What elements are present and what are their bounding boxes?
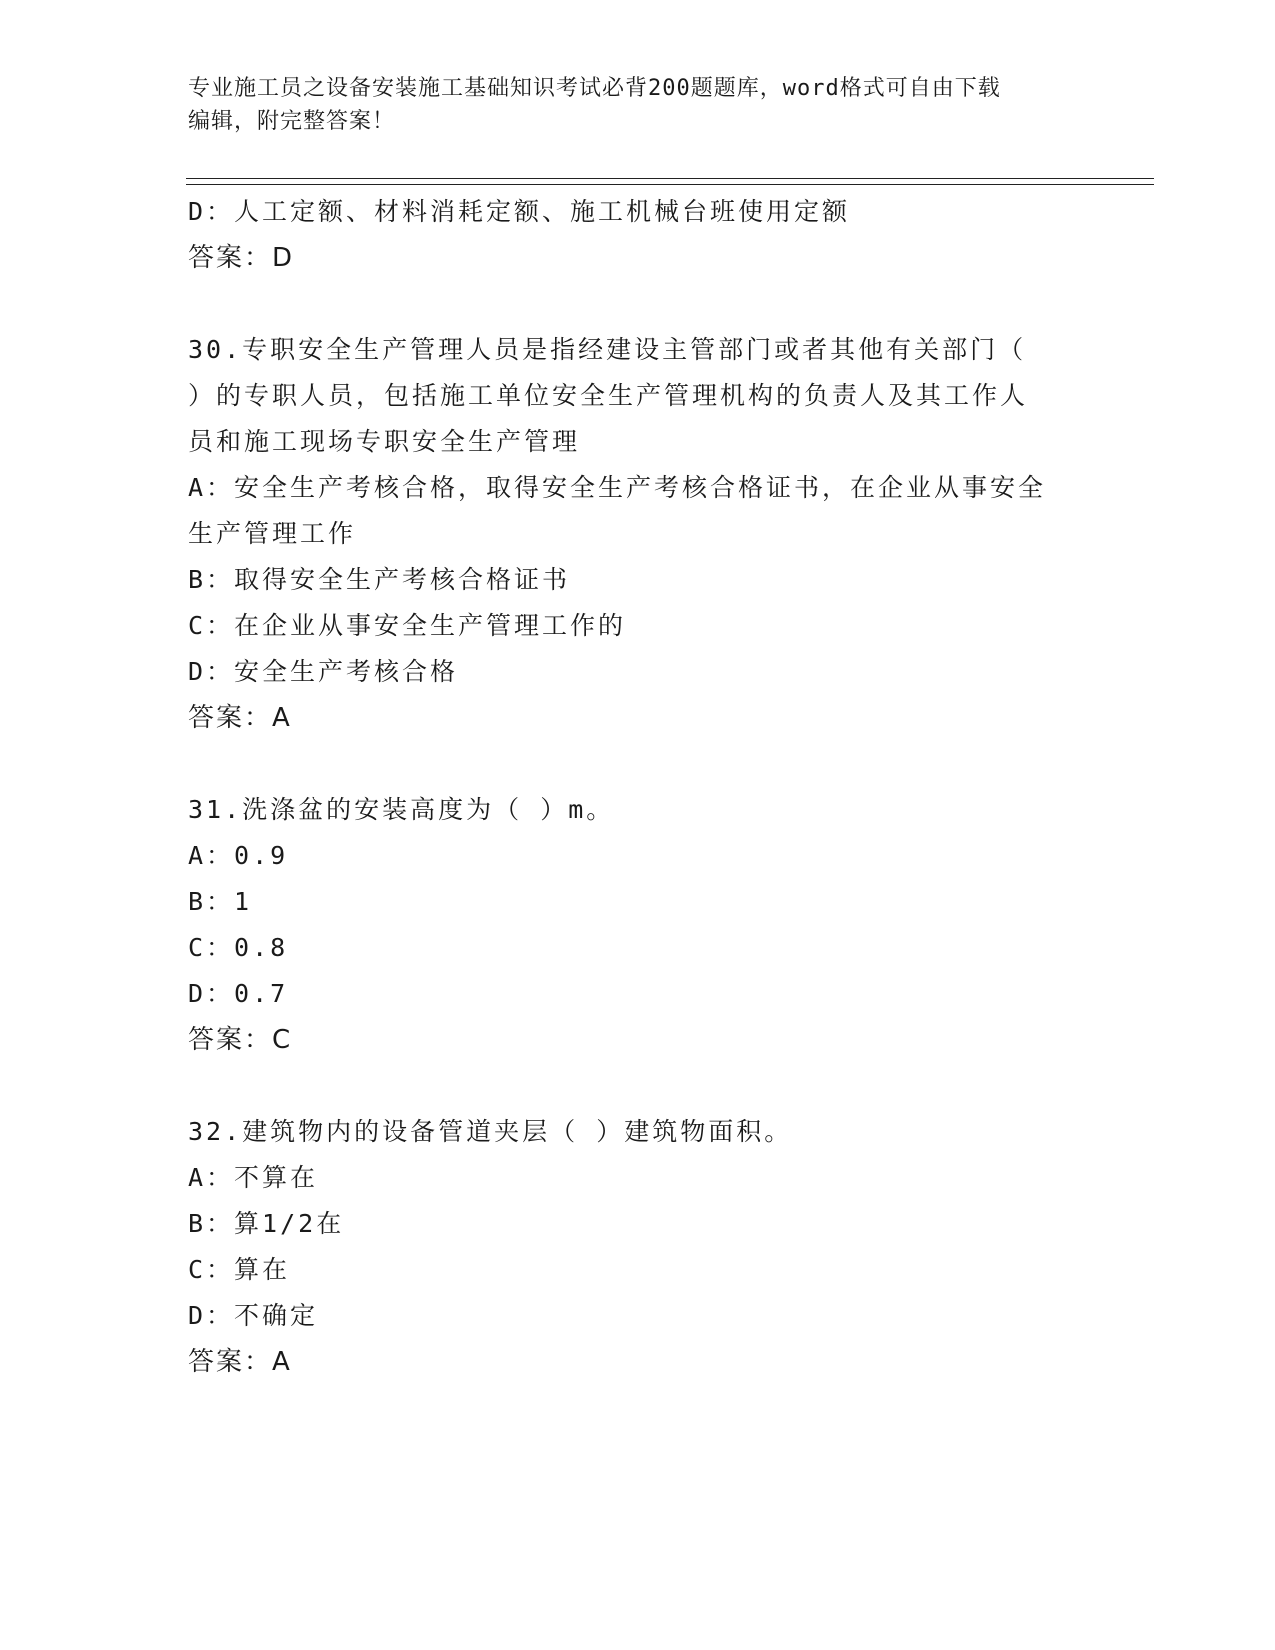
option-a-continued: 生产管理工作 xyxy=(188,519,357,548)
question-31 xyxy=(188,787,1088,1063)
option-b: B：1 xyxy=(188,887,253,916)
question-stem-line: 30.专职安全生产管理人员是指经建设主管部门或者其他有关部门（ xyxy=(188,335,1027,364)
option-d: D：不确定 xyxy=(188,1301,319,1330)
option-c: C：0.8 xyxy=(188,933,289,962)
answer: 答案：D xyxy=(188,243,295,273)
question-list xyxy=(188,189,1088,1385)
answer: 答案：A xyxy=(188,703,292,733)
question-32 xyxy=(188,1109,1088,1385)
spacer xyxy=(188,1063,1088,1109)
option-b: B：算1/2在 xyxy=(188,1209,345,1238)
option-a: A：安全生产考核合格，取得安全生产考核合格证书，在企业从事安全 xyxy=(188,473,1047,502)
spacer xyxy=(188,741,1088,787)
spacer xyxy=(188,281,1088,327)
header-line-1: 专业施工员之设备安装施工基础知识考试必背200题题库，word格式可自由下载 xyxy=(188,76,1001,101)
question-stem: 31.洗涤盆的安装高度为（ ）m。 xyxy=(188,795,615,824)
option-c: C：在企业从事安全生产管理工作的 xyxy=(188,611,627,640)
question-stem-line: 员和施工现场专职安全生产管理 xyxy=(188,427,581,456)
answer: 答案：A xyxy=(188,1347,292,1377)
question-29 xyxy=(188,189,1088,281)
question-30 xyxy=(188,327,1088,741)
option-a: A：0.9 xyxy=(188,841,289,870)
option-d: D：0.7 xyxy=(188,979,289,1008)
option-d: D：人工定额、材料消耗定额、施工机械台班使用定额 xyxy=(188,197,851,226)
answer: 答案：C xyxy=(188,1025,293,1055)
option-c: C：算在 xyxy=(188,1255,291,1284)
question-stem-line: ）的专职人员，包括施工单位安全生产管理机构的负责人及其工作人 xyxy=(188,381,1029,410)
header-divider xyxy=(186,178,1154,185)
question-stem: 32.建筑物内的设备管道夹层（ ）建筑物面积。 xyxy=(188,1117,793,1146)
header-line-2: 编辑，附完整答案！ xyxy=(188,109,396,134)
document-header xyxy=(188,72,1068,138)
option-a: A：不算在 xyxy=(188,1163,319,1192)
option-b: B：取得安全生产考核合格证书 xyxy=(188,565,571,594)
option-d: D：安全生产考核合格 xyxy=(188,657,459,686)
